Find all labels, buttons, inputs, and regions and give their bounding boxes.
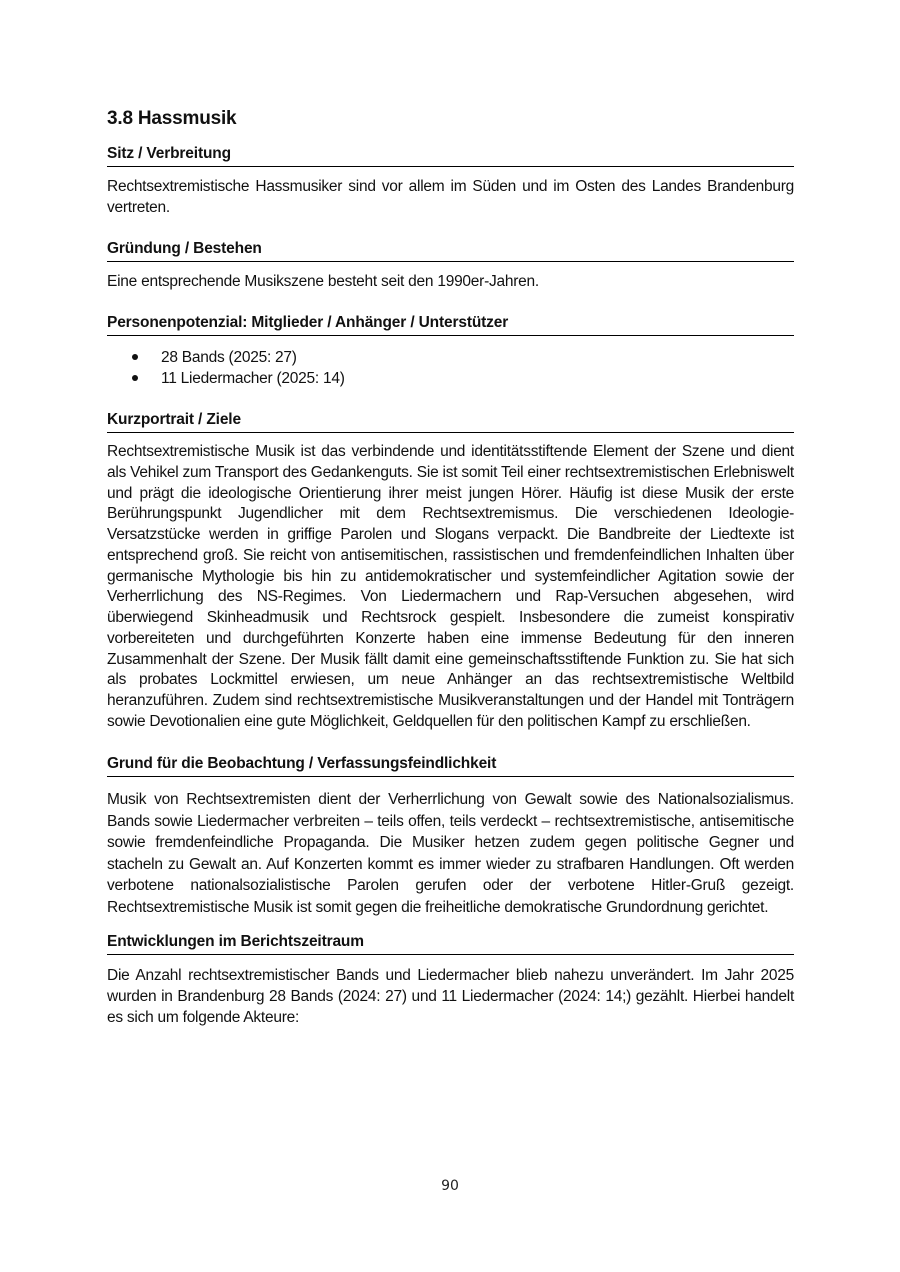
section-text-kurzportrait: Rechtsextremistische Musik ist das verbindende und identitätsstiftende Element der Szene und dient als Vehikel zum Transport des Gedankenguts. Sie ist somit Teil einer rechtsextremistischen Erlebniswelt und prägt die ideologische Orientierung ihrer meist jungen Hörer. Häufig ist diese Musik der erste Berührungspunkt Jugendlicher mit dem Rechtsextremismus. Die verschiedenen Ideologie-Versatzstücke werden in griffige Parolen und Slogans verpackt. Die Bandbreite der Liedtexte ist entsprechend groß. Sie reicht von antisemitischen, rassistischen und fremdenfeindlichen Inhalten über germanische Mythologie bis hin zu antidemokratischer und systemfeindlicher Agitation sowie der Verherrlichung des NS-Regimes. Von Liedermachern und Rap-Versuchen abgesehen, wird überwiegend Skinheadmusik und Rechtsrock gespielt. Insbesondere die zumeist konspirativ vorbereiteten und durchgeführten Konzerte haben eine immense Bedeutung für den inneren Zusammenhalt der Szene. Der Musik fällt damit eine gemeinschaftsstiftende Funktion zu. Sie hat sich als probates Lockmittel erwiesen, um neue Anhänger an das rechtsextremistische Weltbild heranzuführen. Zudem sind rechtsextremistische Musikveranstaltungen und der Handel mit Tonträgern sowie Devotionalien eine gute Möglichkeit, Geldquellen für den politischen Kampf zu erschließen. [107,443,794,730]
section-text-gruendung: Eine entsprechende Musikszene besteht seit den 1990er-Jahren. [107,273,539,290]
list-item-text: 28 Bands (2025: 27) [161,349,297,366]
list-item [107,347,345,368]
section-heading-personenpotenzial: Personenpotenzial: Mitglieder / Anhänger / Unterstützer [107,314,794,336]
section-heading-entwicklungen: Entwicklungen im Berichtszeitraum [107,933,794,955]
section-heading-gruendung: Gründung / Bestehen [107,240,794,262]
section-heading-kurzportrait: Kurzportrait / Ziele [107,411,794,433]
page-number: 90 [441,1178,459,1194]
personenpotenzial-list [107,347,345,389]
section-heading-grund: Grund für die Beobachtung / Verfassungsfeindlichkeit [107,755,794,777]
list-item [107,368,345,389]
bullet-icon [132,375,138,381]
chapter-title: 3.8 Hassmusik [107,108,237,129]
document-page [107,0,794,1272]
section-heading-sitz: Sitz / Verbreitung [107,145,794,167]
section-text-sitz: Rechtsextremistische Hassmusiker sind vor allem im Süden und im Osten des Landes Brandenburg vertreten. [107,178,794,216]
section-text-grund: Musik von Rechtsextremisten dient der Verherrlichung von Gewalt sowie des Nationalsozialismus. Bands sowie Liedermacher verbreiten – teils offen, teils verdeckt – rechtsextremistische, antisemitische sowie fremdenfeindliche Propaganda. Die Musiker hetzen zudem gegen politische Gegner und stacheln zu Gewalt an. Auf Konzerten kommt es immer wieder zu strafbaren Handlungen. Oft werden verbotene nationalsozialistische Parolen gerufen oder der verbotene Hitler-Gruß gezeigt. Rechtsextremistische Musik ist somit gegen die freiheitliche demokratische Grundordnung gerichtet. [107,791,794,916]
section-text-entwicklungen: Die Anzahl rechtsextremistischer Bands und Liedermacher blieb nahezu unverändert. Im Jahr 2025 wurden in Brandenburg 28 Bands (2024: 27) und 11 Liedermacher (2024: 14;) gezählt. Hierbei handelt es sich um folgende Akteure: [107,967,794,1026]
list-item-text: 11 Liedermacher (2025: 14) [161,370,345,387]
bullet-icon [132,354,138,360]
